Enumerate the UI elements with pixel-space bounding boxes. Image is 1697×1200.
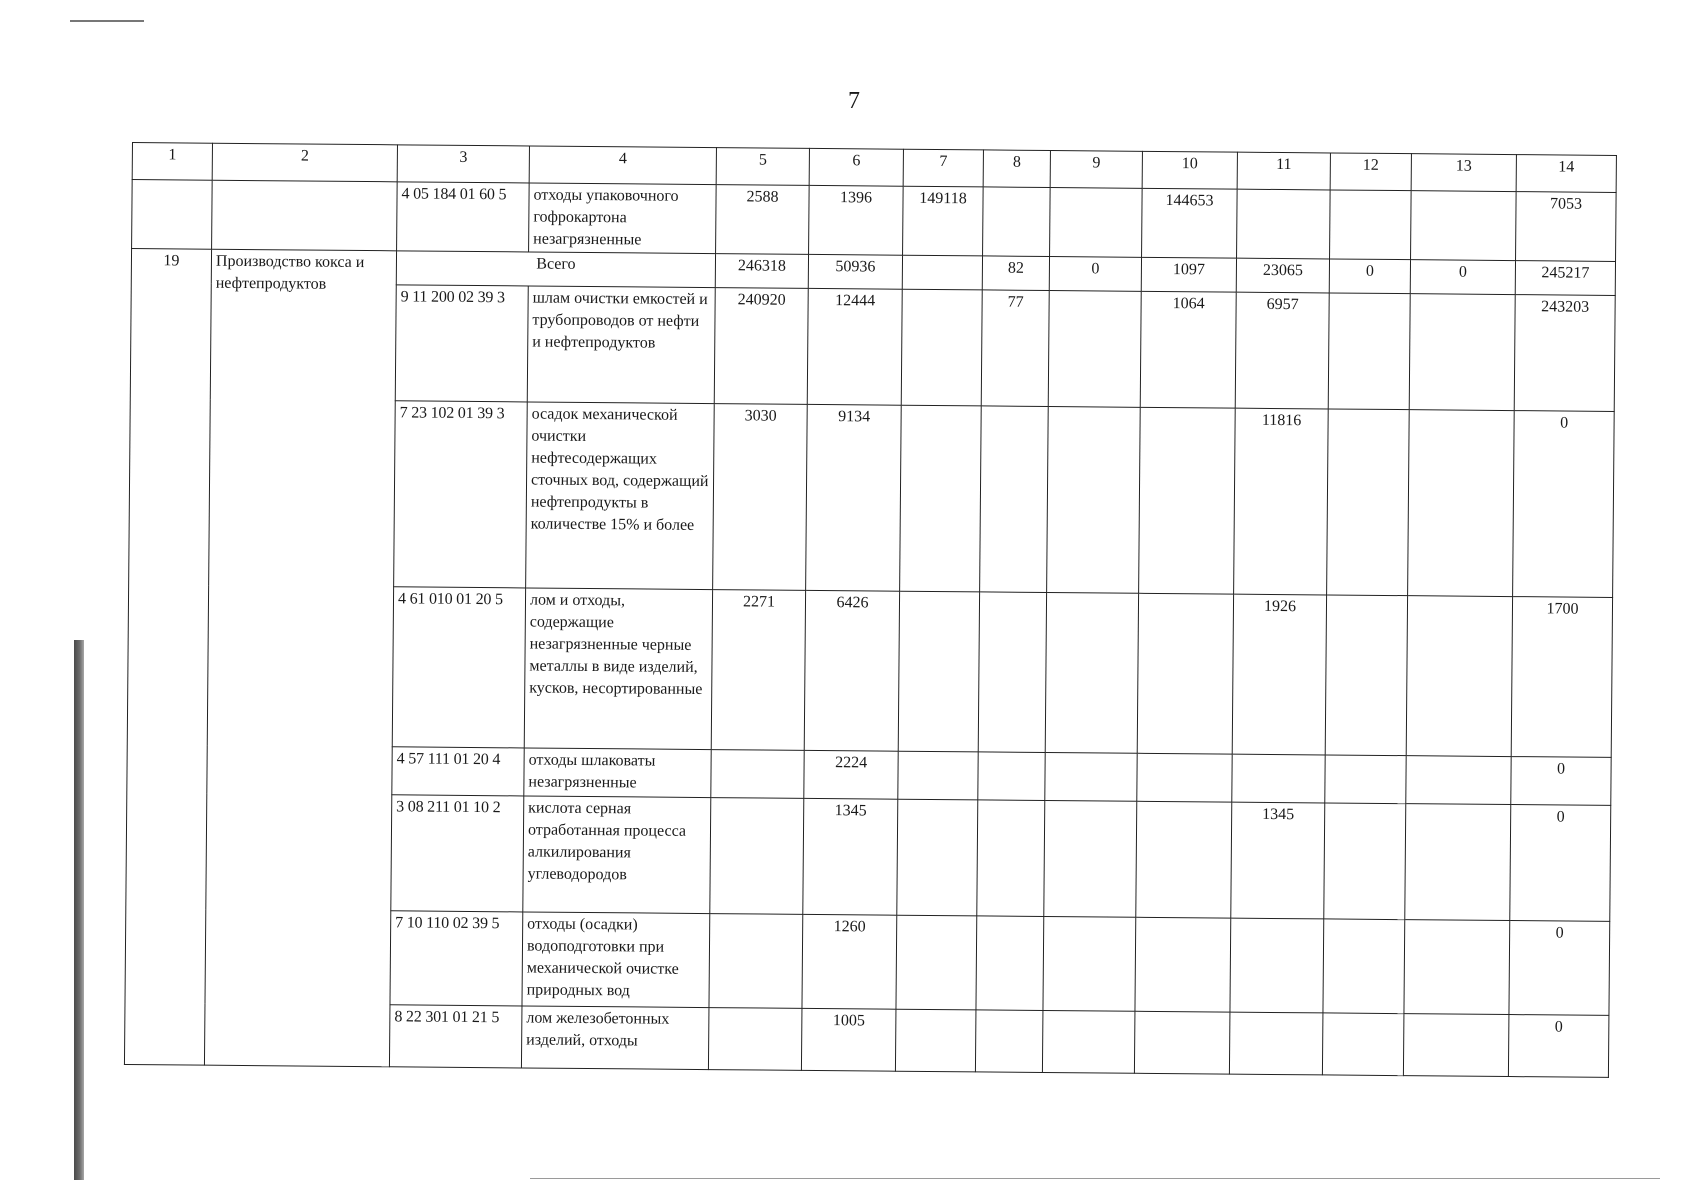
value-cell: 1396 (809, 185, 904, 255)
value-cell: 1064 (1140, 291, 1236, 408)
group-number: 19 (124, 249, 211, 1066)
value-cell (1404, 920, 1510, 1015)
value-cell: 0 (1508, 1015, 1609, 1078)
header-cell: 3 (397, 145, 529, 183)
value-cell: 1260 (802, 914, 897, 1009)
value-cell (900, 405, 982, 592)
value-cell (896, 915, 977, 1010)
value-cell: 1926 (1232, 594, 1326, 755)
waste-name: кислота серная отработанная процесса алкилирования углеводородов (523, 796, 711, 914)
value-cell (1047, 407, 1141, 594)
value-cell: 50936 (808, 254, 902, 289)
value-cell: 246318 (715, 254, 808, 289)
header-cell: 2 (212, 143, 397, 182)
value-cell (1135, 917, 1231, 1012)
waste-code: 8 22 301 01 21 5 (389, 1005, 522, 1068)
value-cell (1050, 188, 1143, 258)
value-cell (1322, 1013, 1404, 1076)
waste-code: 4 57 111 01 20 4 (392, 747, 524, 796)
value-cell (1403, 1014, 1509, 1077)
value-cell (980, 406, 1049, 593)
value-cell (1406, 756, 1511, 805)
value-cell (1044, 800, 1137, 917)
header-cell: 8 (983, 150, 1050, 188)
header-cell: 7 (903, 149, 983, 187)
waste-code: 7 23 102 01 39 3 (394, 401, 528, 588)
header-cell: 5 (716, 148, 809, 186)
value-cell (1324, 803, 1406, 920)
waste-table (124, 142, 1617, 1078)
waste-name: лом железобетонных изделий, отходы (521, 1006, 709, 1070)
value-cell: 0 (1511, 757, 1611, 806)
page-number: 7 (848, 88, 860, 114)
header-cell: 10 (1142, 151, 1237, 189)
value-cell: 6957 (1235, 292, 1329, 409)
value-cell (978, 592, 1046, 753)
value-cell: 0 (1049, 257, 1141, 292)
header-cell: 11 (1237, 152, 1330, 190)
header-cell: 13 (1411, 154, 1516, 192)
value-cell (898, 751, 978, 800)
header-cell: 9 (1050, 151, 1142, 189)
scan-artifact-top (70, 20, 144, 22)
value-cell: 9134 (806, 404, 902, 591)
value-cell (1327, 409, 1410, 596)
value-cell (1229, 1012, 1323, 1075)
value-cell (1137, 593, 1233, 754)
waste-code: 9 11 200 02 39 3 (395, 285, 528, 402)
value-cell: 6426 (804, 590, 899, 751)
header-cell: 4 (529, 146, 716, 185)
value-cell: 7053 (1516, 192, 1617, 262)
value-cell: 23065 (1236, 258, 1329, 293)
value-cell: 1005 (801, 1008, 896, 1071)
waste-name: лом и отходы, содержащие незагрязненные черные металлы в виде изделий, кусков, несортированные (524, 588, 712, 750)
value-cell: 0 (1329, 259, 1410, 294)
value-cell: 3030 (713, 404, 808, 591)
value-cell: 1345 (803, 798, 898, 915)
waste-name: осадок механической очистки нефтесодержащих сточных вод, содержащий нефтепродукты в количестве 15% и более (526, 402, 715, 590)
value-cell: 0 (1509, 921, 1610, 1016)
value-cell (1045, 592, 1138, 753)
value-cell (983, 187, 1051, 257)
value-cell (1139, 407, 1236, 594)
value-cell (977, 800, 1045, 917)
value-cell (976, 916, 1044, 1011)
value-cell (1406, 596, 1512, 757)
value-cell: 0 (1510, 805, 1611, 922)
value-cell (901, 289, 982, 406)
value-cell: 0 (1410, 260, 1515, 295)
waste-code: 4 05 184 01 60 5 (397, 182, 530, 252)
value-cell (978, 752, 1045, 801)
value-cell (1325, 595, 1407, 756)
value-cell: 77 (981, 290, 1049, 407)
value-cell: 149118 (903, 186, 984, 256)
value-cell (1136, 801, 1232, 918)
table-row (132, 180, 1617, 262)
value-cell (898, 591, 979, 752)
value-cell (708, 1008, 802, 1071)
header-cell: 12 (1330, 153, 1411, 191)
value-cell (975, 1010, 1043, 1073)
value-cell: 144653 (1142, 188, 1238, 258)
value-cell: 82 (982, 256, 1049, 291)
value-cell (1237, 189, 1331, 259)
value-cell (897, 799, 978, 916)
value-cell: 12444 (807, 288, 902, 405)
value-cell (709, 914, 803, 1009)
value-cell (1405, 804, 1511, 921)
value-cell: 11816 (1234, 408, 1329, 595)
value-cell: 240920 (714, 288, 808, 405)
value-cell (1137, 753, 1232, 802)
waste-name: отходы (осадки) водоподготовки при механической очистке природных вод (522, 912, 710, 1008)
value-cell (710, 798, 804, 915)
value-cell (1134, 1011, 1230, 1074)
waste-name: отходы шлаковаты незагрязненные (524, 748, 711, 798)
value-cell: 1097 (1141, 257, 1236, 292)
value-cell (1042, 1010, 1135, 1073)
value-cell (1409, 294, 1515, 411)
scan-artifact-left-edge (74, 640, 84, 1180)
value-cell: 2271 (711, 590, 805, 751)
value-cell: 2588 (716, 185, 810, 255)
waste-name: отходы упаковочного гофрокартона незагрязненные (529, 183, 717, 254)
value-cell: 1345 (1231, 802, 1325, 919)
header-cell: 6 (809, 148, 903, 186)
value-cell: 245217 (1515, 261, 1615, 296)
scan-artifact-bottom-line (530, 1178, 1660, 1179)
value-cell (1330, 190, 1412, 260)
waste-code: 7 10 110 02 39 5 (390, 911, 523, 1006)
value-cell (1325, 755, 1406, 804)
value-cell (1323, 919, 1405, 1014)
value-cell: 2224 (804, 750, 898, 799)
group-title: Производство кокса и нефтепродуктов (204, 249, 396, 1067)
value-cell (1043, 916, 1136, 1011)
waste-code: 3 08 211 01 10 2 (391, 795, 524, 912)
header-cell: 1 (132, 143, 212, 181)
value-cell (1411, 191, 1517, 261)
value-cell: 243203 (1514, 295, 1615, 412)
value-cell (895, 1009, 976, 1072)
value-cell (1045, 752, 1137, 801)
value-cell (1230, 918, 1324, 1013)
total-label: Всего (396, 251, 715, 288)
value-cell: 0 (1513, 411, 1615, 598)
value-cell: 1700 (1511, 597, 1612, 758)
value-cell (711, 750, 804, 799)
value-cell (1232, 754, 1325, 803)
value-cell (1408, 410, 1515, 597)
waste-name: шлам очистки емкостей и трубопроводов от нефти и нефтепродуктов (527, 286, 715, 404)
value-cell (1328, 293, 1410, 410)
value-cell (1048, 291, 1141, 408)
value-cell (902, 255, 982, 290)
waste-code: 4 61 010 01 20 5 (392, 587, 525, 748)
header-cell: 14 (1516, 155, 1616, 193)
